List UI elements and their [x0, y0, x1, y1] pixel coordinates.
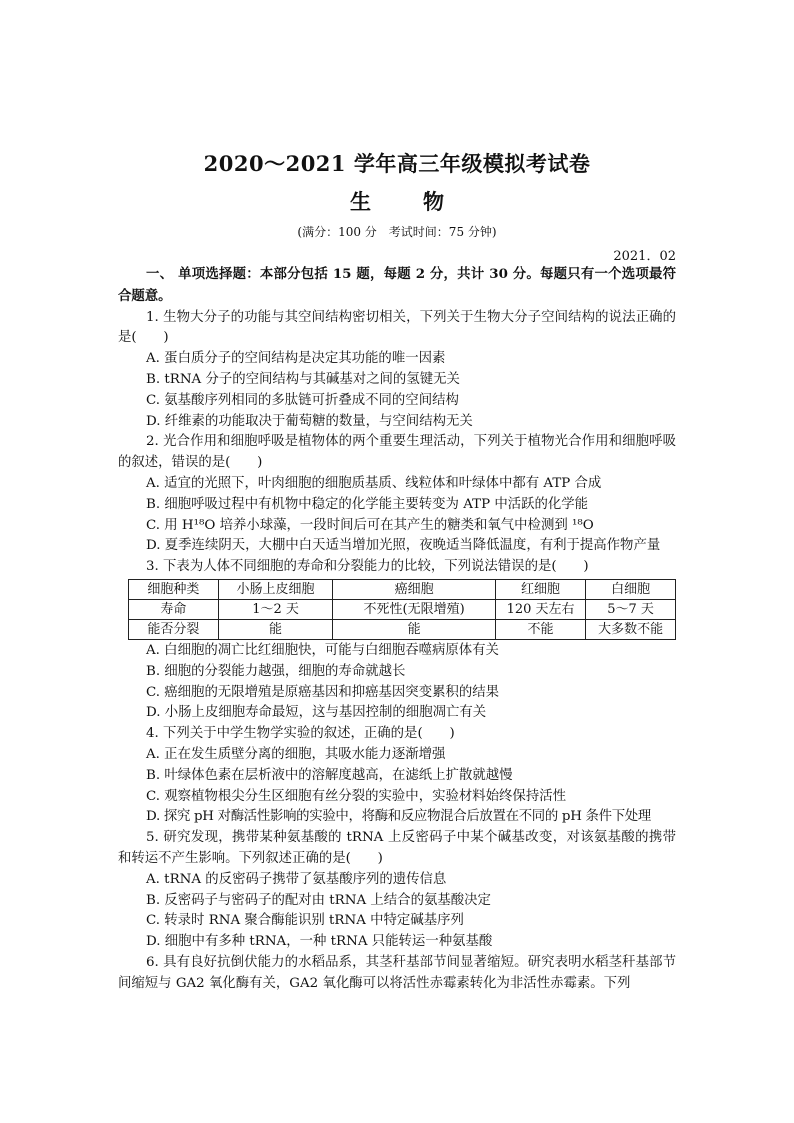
- exam-body: [118, 264, 676, 995]
- exam-title: 2020～2021 学年高三年级模拟考试卷: [203, 151, 591, 176]
- exam-date: 2021．02: [613, 249, 676, 264]
- table-cell: 癌细胞: [333, 579, 496, 599]
- question-stem: 6. 具有良好抗倒伏能力的水稻品系，其茎秆基部节间显著缩短。研究表明水稻茎秆基部节间缩短与 GA2 氧化酶有关，GA2 氧化酶可以将活性赤霉素转化为非活性赤霉素。下列: [118, 954, 676, 991]
- table-cell: 能: [333, 619, 496, 639]
- table-cell: 能: [218, 619, 333, 639]
- table-cell: 5～7 天: [586, 599, 676, 619]
- table-cell: 能否分裂: [129, 619, 219, 639]
- table-cell: 120 天左右: [495, 599, 585, 619]
- subject-title: [0, 186, 794, 216]
- cell-comparison-table: [128, 579, 676, 640]
- section-heading: [118, 264, 676, 308]
- option-d: D. 小肠上皮细胞寿命最短，这与基因控制的细胞凋亡有关: [146, 705, 487, 721]
- option-b: B. 叶绿体色素在层析液中的溶解度越高，在滤纸上扩散就越慢: [146, 767, 513, 783]
- section-label: 一、 单项选择题：: [146, 266, 260, 282]
- table-cell: 不能: [495, 619, 585, 639]
- option-d: D. 细胞中有多种 tRNA，一种 tRNA 只能转运一种氨基酸: [146, 934, 493, 950]
- subject-char: 生: [350, 189, 371, 214]
- option-a: A. 正在发生质壁分离的细胞，其吸水能力逐渐增强: [146, 746, 446, 762]
- section-desc: 本部分包括 15 题，每题 2 分，共计 30 分。每题只有一个选项最符合题意。: [118, 266, 676, 304]
- table-row: [129, 619, 676, 639]
- option-c: C. 癌细胞的无限增殖是原癌基因和抑癌基因突变累积的结果: [146, 684, 500, 700]
- table-row: [129, 579, 676, 599]
- option-b: B. 反密码子与密码子的配对由 tRNA 上结合的氨基酸决定: [146, 892, 491, 908]
- question-stem: 1. 生物大分子的功能与其空间结构密切相关，下列关于生物大分子空间结构的说法正确的是( ): [118, 309, 676, 346]
- option-b: B. 细胞的分裂能力越强，细胞的寿命就越长: [146, 663, 406, 679]
- option-a: A. 白细胞的凋亡比红细胞快，可能与白细胞吞噬病原体有关: [146, 642, 499, 658]
- table-cell: 小肠上皮细胞: [218, 579, 333, 599]
- option-c: C. 用 H¹⁸O 培养小球藻，一段时间后可在其产生的糖类和氧气中检测到 ¹⁸O: [146, 517, 594, 533]
- option-a: A. 蛋白质分子的空间结构是决定其功能的唯一因素: [146, 351, 446, 367]
- table-cell: 红细胞: [495, 579, 585, 599]
- option-a: A. 适宜的光照下，叶肉细胞的细胞质基质、线粒体和叶绿体中都有 ATP 合成: [146, 475, 602, 491]
- table-cell: 大多数不能: [586, 619, 676, 639]
- question-stem: 5. 研究发现，携带某种氨基酸的 tRNA 上反密码子中某个碱基改变，对该氨基酸的携带和转运不产生影响。下列叙述正确的是( ): [118, 830, 676, 866]
- table-cell: 细胞种类: [129, 579, 219, 599]
- option-a: A. tRNA 的反密码子携带了氨基酸序列的遗传信息: [146, 871, 447, 887]
- table-row: [129, 599, 676, 619]
- question-stem: 2. 光合作用和细胞呼吸是植物体的两个重要生理活动，下列关于植物光合作用和细胞呼吸的叙述，错误的是( ): [118, 434, 676, 471]
- option-b: B. tRNA 分子的空间结构与其碱基对之间的氢键无关: [146, 371, 460, 387]
- option-d: D. 探究 pH 对酶活性影响的实验中，将酶和反应物混合后放置在不同的 pH 条件下处理: [146, 809, 651, 825]
- question-stem: 3. 下表为人体不同细胞的寿命和分裂能力的比较，下列说法错误的是( ): [146, 559, 589, 575]
- exam-meta: (满分：100 分 考试时间：75 分钟): [297, 225, 497, 239]
- option-d: D. 夏季连续阴天，大棚中白天适当增加光照，夜晚适当降低温度，有利于提高作物产量: [146, 538, 661, 554]
- table-cell: 寿命: [129, 599, 219, 619]
- option-c: C. 氨基酸序列相同的多肽链可折叠成不同的空间结构: [146, 392, 459, 408]
- table-cell: 不死性(无限增殖): [333, 599, 496, 619]
- table-cell: 白细胞: [586, 579, 676, 599]
- question-stem: 4. 下列关于中学生物学实验的叙述，正确的是( ): [146, 726, 455, 742]
- option-b: B. 细胞呼吸过程中有机物中稳定的化学能主要转变为 ATP 中活跃的化学能: [146, 496, 589, 512]
- subject-char: 物: [423, 189, 444, 214]
- table-cell: 1～2 天: [218, 599, 333, 619]
- option-c: C. 观察植物根尖分生区细胞有丝分裂的实验中，实验材料始终保持活性: [146, 788, 566, 804]
- option-c: C. 转录时 RNA 聚合酶能识别 tRNA 中特定碱基序列: [146, 913, 464, 929]
- option-d: D. 纤维素的功能取决于葡萄糖的数量，与空间结构无关: [146, 413, 473, 429]
